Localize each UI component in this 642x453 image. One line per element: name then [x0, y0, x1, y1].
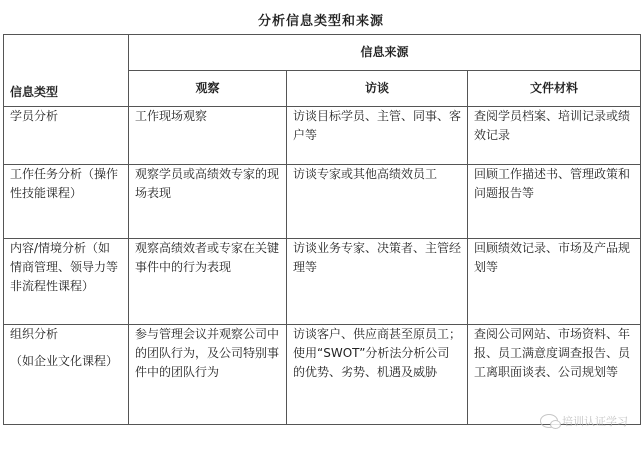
header-col-interview: 访谈 — [287, 71, 468, 107]
header-col-documents: 文件材料 — [468, 71, 641, 107]
table-row — [4, 165, 641, 239]
cell-type: 工作任务分析（操作性技能课程） — [4, 165, 129, 239]
cell-interview: 访谈目标学员、主管、同事、客户等 — [287, 107, 468, 165]
cell-documents: 查阅公司网站、市场资料、年报、员工满意度调查报告、员工离职面谈表、公司规划等 — [468, 325, 641, 425]
table-caption: 分析信息类型和来源 — [257, 14, 384, 29]
cell-type-note: （如企业文化课程） — [10, 354, 119, 368]
cell-observe: 观察学员或高绩效专家的现场表现 — [129, 165, 287, 239]
cell-documents: 回顾工作描述书、管理政策和问题报告等 — [468, 165, 641, 239]
cell-interview: 访谈业务专家、决策者、主管经理等 — [287, 239, 468, 325]
header-info-source: 信息来源 — [129, 35, 641, 71]
watermark — [540, 413, 628, 429]
table-row — [4, 107, 641, 165]
cell-type: 组织分析 （如企业文化课程） — [4, 325, 129, 425]
table-row — [4, 325, 641, 425]
cell-type: 内容/情境分析（如情商管理、领导力等非流程性课程） — [4, 239, 129, 325]
cell-documents: 回顾绩效记录、市场及产品规划等 — [468, 239, 641, 325]
header-row-1 — [4, 35, 641, 71]
cell-interview: 访谈客户、供应商甚至原员工；使用“SWOT”分析法分析公司的优势、劣势、机遇及威胁 — [287, 325, 468, 425]
cell-type: 学员分析 — [4, 107, 129, 165]
header-col-observe: 观察 — [129, 71, 287, 107]
cell-interview: 访谈专家或其他高绩效员工 — [287, 165, 468, 239]
info-source-table — [3, 34, 641, 425]
watermark-text: 培训认证学习 — [562, 415, 628, 428]
cell-documents: 查阅学员档案、培训记录或绩效记录 — [468, 107, 641, 165]
cell-observe: 参与管理会议并观察公司中的团队行为，及公司特别事件中的团队行为 — [129, 325, 287, 425]
table-row — [4, 239, 641, 325]
cell-observe: 工作现场观察 — [129, 107, 287, 165]
cell-observe: 观察高绩效者或专家在关键事件中的行为表现 — [129, 239, 287, 325]
wechat-icon — [540, 414, 558, 428]
header-info-type: 信息类型 — [4, 35, 129, 107]
